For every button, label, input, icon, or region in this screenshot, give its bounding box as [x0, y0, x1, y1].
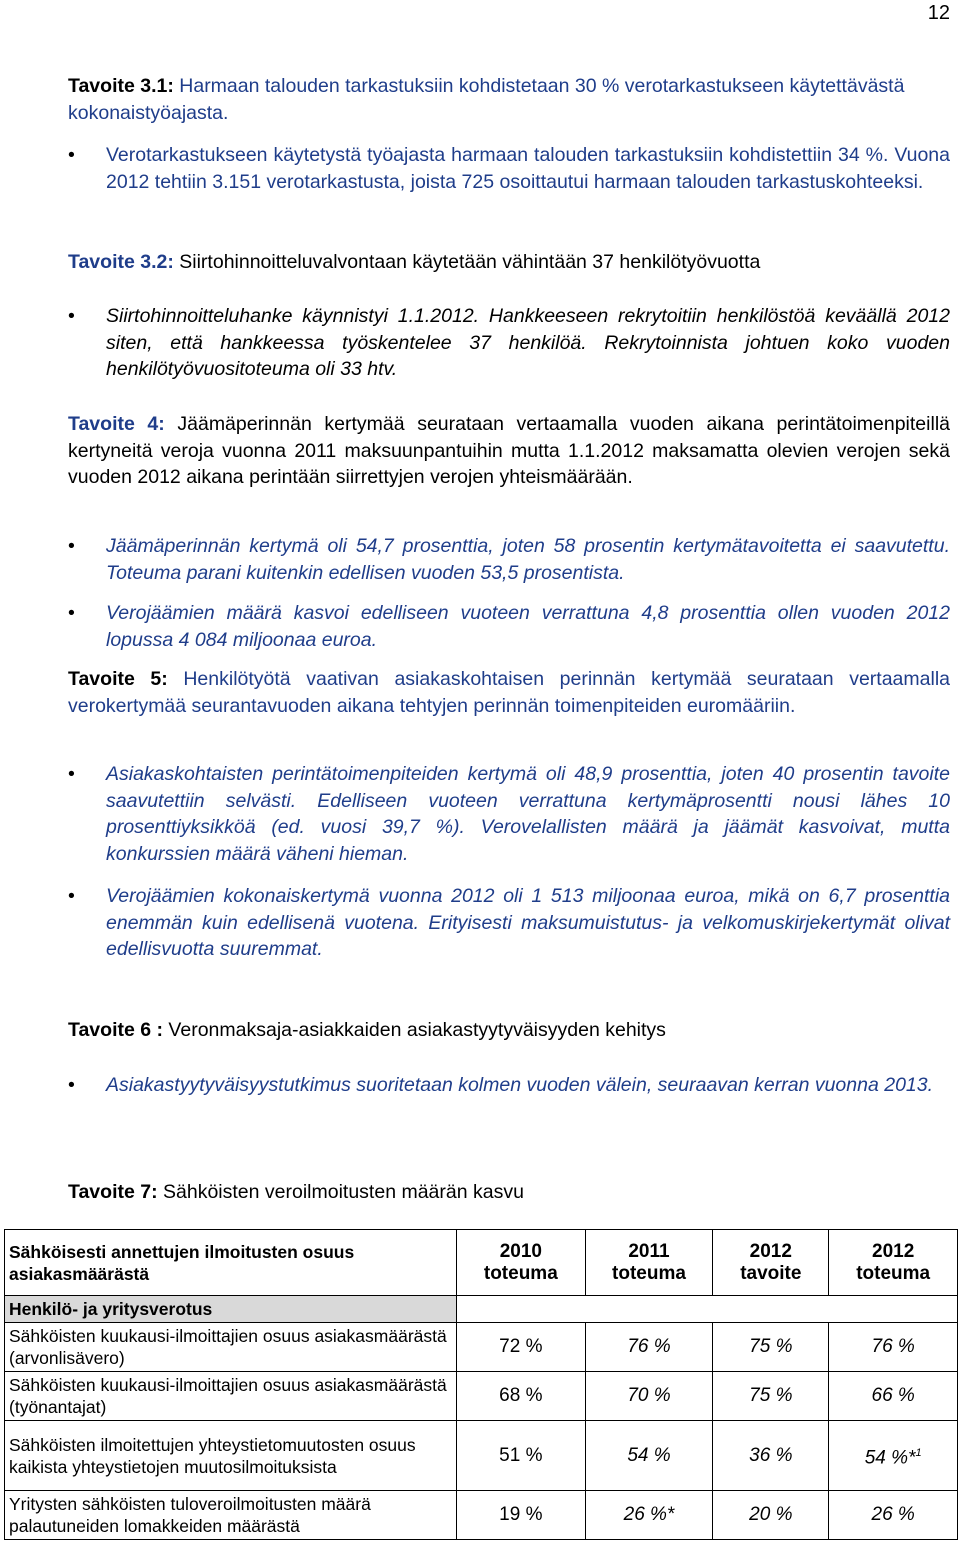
- goal-6-label: Tavoite 6 :: [68, 1019, 163, 1041]
- goal-6: [68, 1017, 950, 1044]
- table-header-2011: 2011 toteuma: [585, 1230, 713, 1296]
- row-value-2010: 72 %: [457, 1323, 586, 1372]
- row-actual-2012: 26 %: [829, 1491, 958, 1540]
- row-label: Sähköisten kuukausi-ilmoittajien osuus asiakasmäärästä (työnantajat): [5, 1372, 457, 1421]
- e-filing-table: [4, 1229, 958, 1540]
- goal-3-1: [68, 73, 950, 126]
- table-header-2010: 2010 toteuma: [457, 1230, 586, 1296]
- table-section-label: Henkilö- ja yritysverotus: [5, 1296, 457, 1323]
- row-value-2011: 54 %: [585, 1421, 713, 1491]
- goal-4-text: Jäämäperinnän kertymää seurataan vertaamalla vuoden aikana perintätoimenpiteillä kertyneitä veroja vuonna 2011 maksuunpantuihin mutta 1.1.2012 maksamatta olevien verojen sekä vuoden 2012 aikana perintään siirrettyjen verojen yhteismäärään.: [68, 413, 950, 488]
- table-row: [5, 1421, 958, 1491]
- goal-4-bullet-1: [68, 533, 950, 586]
- goal-7-label: Tavoite 7:: [68, 1181, 158, 1203]
- goal-5-text: Henkilötyötä vaativan asiakaskohtaisen perinnän kertymää seurataan vertaamalla verokertymää seurantavuoden aikana tehtyjen perinnän toimenpiteiden euromääriin.: [68, 668, 950, 717]
- goal-3-2: [68, 249, 950, 276]
- row-actual-2012-value: 54 %*: [864, 1447, 916, 1469]
- row-value-2010: 68 %: [457, 1372, 586, 1421]
- row-actual-2012: [829, 1421, 958, 1491]
- goal-4-bullet-1-text: Jäämäperinnän kertymä oli 54,7 prosenttia, joten 58 prosentin kertymätavoitetta ei saavutettu. Toteuma parani kuitenkin edellisen vuoden 53,5 prosentista.: [106, 535, 950, 584]
- goal-4-label: Tavoite 4:: [68, 413, 165, 435]
- row-target-2012: 75 %: [713, 1323, 829, 1372]
- goal-3-2-text: Siirtohinnoitteluvalvontaan käytetään vähintään 37 henkilötyövuotta: [179, 251, 761, 273]
- goal-7-text: Sähköisten veroilmoitusten määrän kasvu: [163, 1181, 524, 1203]
- table-header-row: [5, 1230, 958, 1296]
- goal-5-bullet-1: [68, 761, 950, 867]
- footnote-marker: 1: [915, 1446, 922, 1459]
- bullet-icon: •: [68, 305, 75, 327]
- goal-3-2-bullet: [68, 303, 950, 383]
- bullet-icon: •: [68, 602, 75, 624]
- goal-3-1-bullet: [68, 142, 950, 195]
- goal-7: [68, 1179, 950, 1206]
- row-label: Sähköisten kuukausi-ilmoittajien osuus asiakasmäärästä (arvonlisävero): [5, 1323, 457, 1372]
- goal-3-2-label: Tavoite 3.2:: [68, 251, 174, 273]
- bullet-icon: •: [68, 535, 75, 557]
- table-header-label: Sähköisesti annettujen ilmoitusten osuus asiakasmäärästä: [5, 1230, 457, 1296]
- goal-4-bullet-2-text: Verojäämien määrä kasvoi edelliseen vuoteen verrattuna 4,8 prosenttia ollen vuoden 2012 lopussa 4 084 miljoonaa euroa.: [106, 602, 950, 651]
- row-target-2012: 75 %: [713, 1372, 829, 1421]
- goal-6-text: Veronmaksaja-asiakkaiden asiakastyytyväisyyden kehitys: [168, 1019, 666, 1041]
- goal-6-bullet: [68, 1072, 950, 1099]
- goal-6-bullet-text: Asiakastyytyväisyystutkimus suoritetaan kolmen vuoden välein, seuraavan kerran vuonna 2013.: [106, 1074, 934, 1096]
- row-value-2011: 76 %: [585, 1323, 713, 1372]
- goal-5-bullet-2-text: Verojäämien kokonaiskertymä vuonna 2012 oli 1 513 miljoonaa euroa, mikä on 6,7 prosenttia enemmän kuin edellisenä vuotena. Erityisesti maksumuistutus- ja velkomuskirjekertymät olivat edellisvuotta suuremmat.: [106, 885, 950, 960]
- bullet-icon: •: [68, 144, 75, 166]
- goal-5-bullet-1-text: Asiakaskohtaisten perintätoimenpiteiden kertymä oli 48,9 prosenttia, joten 40 prosentin tavoite saavutettiin selvästi. Edelliseen vuoteen verrattuna kertymäprosentti nousi lähes 10 prosenttiyksikköä (ed. vuosi 39,7 %). Verovelallisten määrä ja jäämät kasvoivat, mutta konkurssien määrä väheni hieman.: [106, 763, 950, 865]
- row-value-2010: 51 %: [457, 1421, 586, 1491]
- goal-5: [68, 666, 950, 719]
- goal-3-1-text: Harmaan talouden tarkastuksiin kohdistetaan 30 % verotarkastukseen käytettävästä kokonaistyöajasta.: [68, 75, 905, 124]
- table-section-row: [5, 1296, 958, 1323]
- row-target-2012: 36 %: [713, 1421, 829, 1491]
- bullet-icon: •: [68, 885, 75, 907]
- row-value-2011: 26 %*: [585, 1491, 713, 1540]
- goal-5-bullet-2: [68, 883, 950, 963]
- goal-4: [68, 411, 950, 491]
- row-value-2011: 70 %: [585, 1372, 713, 1421]
- bullet-icon: •: [68, 1074, 75, 1096]
- table-header-2012-target: 2012 tavoite: [713, 1230, 829, 1296]
- goal-3-1-label: Tavoite 3.1:: [68, 75, 174, 97]
- row-label: Sähköisten ilmoitettujen yhteystietomuutosten osuus kaikista yhteystietojen muutosilmoituksista: [5, 1421, 457, 1491]
- row-value-2010: 19 %: [457, 1491, 586, 1540]
- row-target-2012: 20 %: [713, 1491, 829, 1540]
- table-row: [5, 1372, 958, 1421]
- bullet-icon: •: [68, 763, 75, 785]
- goal-4-bullet-2: [68, 600, 950, 653]
- goal-3-1-bullet-text: Verotarkastukseen käytetystä työajasta harmaan talouden tarkastuksiin kohdistettiin 34 %. Vuona 2012 tehtiin 3.151 verotarkastusta, joista 725 osoittautui harmaan talouden tarkastuskohteeksi.: [106, 144, 950, 193]
- table-row: [5, 1491, 958, 1540]
- goal-3-2-bullet-text: Siirtohinnoitteluhanke käynnistyi 1.1.2012. Hankkeeseen rekrytoitiin henkilöstöä keväällä 2012 siten, että hankkeessa työskentelee 37 henkilöä. Rekrytoinnista johtuen koko vuoden henkilötyövuositoteuma oli 33 htv.: [106, 305, 950, 380]
- page-number: 12: [927, 2, 950, 24]
- row-actual-2012: 66 %: [829, 1372, 958, 1421]
- table-header-2012-actual: 2012 toteuma: [829, 1230, 958, 1296]
- row-actual-2012: 76 %: [829, 1323, 958, 1372]
- row-label: Yritysten sähköisten tuloveroilmoitusten määrä palautuneiden lomakkeiden määrästä: [5, 1491, 457, 1540]
- table-row: [5, 1323, 958, 1372]
- goal-5-label: Tavoite 5:: [68, 668, 168, 690]
